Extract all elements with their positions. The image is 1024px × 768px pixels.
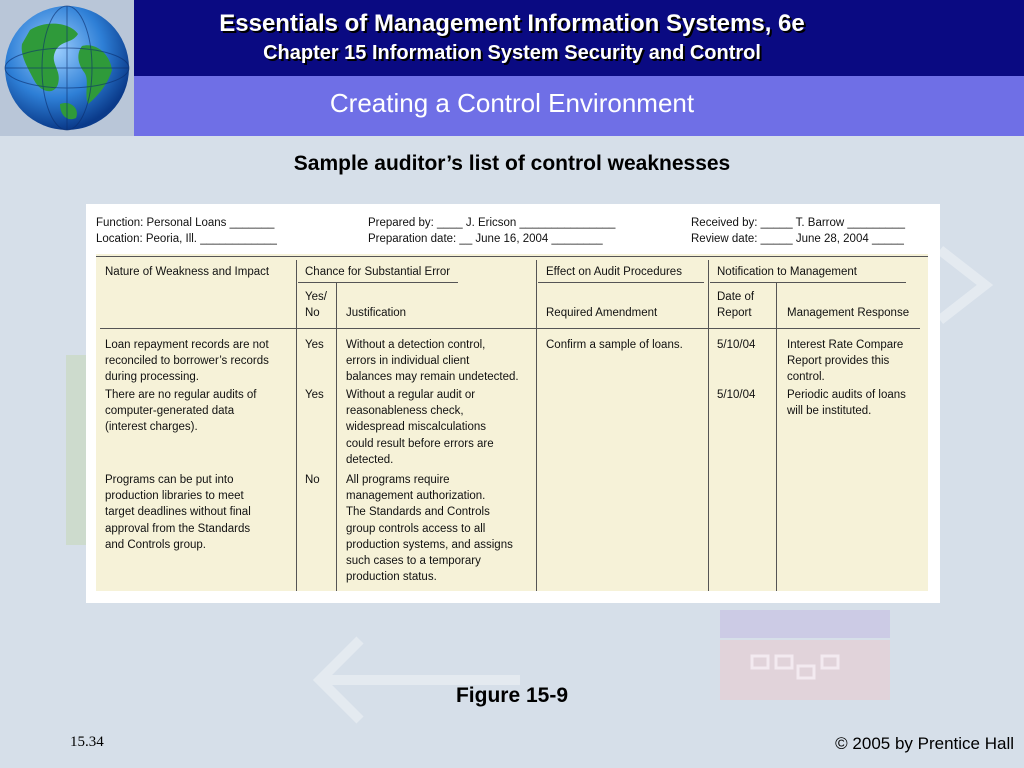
header-management-response: Management Response <box>787 307 910 319</box>
section-title: Creating a Control Environment <box>329 88 695 118</box>
table-top-rule <box>96 256 928 257</box>
row1-date: 5/10/04 <box>717 339 756 351</box>
globe-logo <box>0 0 134 136</box>
location-line: Location: Peoria, Ill. ____________ <box>96 233 277 245</box>
row3-yes-no: No <box>305 474 320 486</box>
group-rule <box>538 282 704 283</box>
chapter-title: Chapter 15 Information System Security and Control <box>263 42 761 64</box>
header-date-of-report: Date of Report <box>717 291 755 319</box>
row1-amendment: Confirm a sample of loans. <box>546 339 683 351</box>
copyright: © 2005 by Prentice Hall <box>835 734 1014 753</box>
header-nature: Nature of Weakness and Impact <box>105 266 270 278</box>
row2-nature: There are no regular audits of computer-generated data (interest charges). <box>105 389 257 434</box>
row1-nature: Loan repayment records are not reconciled to borrower’s records during processing. <box>105 339 269 384</box>
row1-response: Interest Rate Compare Report provides this control. <box>787 339 904 384</box>
header-effect: Effect on Audit Procedures <box>546 266 682 278</box>
function-line: Function: Personal Loans _______ <box>96 217 275 229</box>
audit-table <box>96 254 928 591</box>
col-divider <box>296 260 297 591</box>
col-divider <box>708 260 709 591</box>
header-yes-no: Yes/ No <box>305 291 327 319</box>
header-justification: Justification <box>346 307 407 319</box>
row3-nature: Programs can be put into production libraries to meet target deadlines without final approval from the Standards and Controls group. <box>105 474 251 551</box>
review-date-line: Review date: _____ June 28, 2004 _____ <box>691 233 904 245</box>
row2-response: Periodic audits of loans will be instituted. <box>787 389 906 418</box>
received-by-line: Received by: _____ T. Barrow _________ <box>691 217 905 229</box>
col-divider <box>536 260 537 591</box>
prepared-by-line: Prepared by: ____ J. Ericson _______________ <box>368 217 616 229</box>
header-required-amendment: Required Amendment <box>546 307 658 319</box>
row2-yes-no: Yes <box>305 389 324 401</box>
row1-yes-no: Yes <box>305 339 324 351</box>
header-notification: Notification to Management <box>717 266 857 278</box>
figure-number: Figure 15-9 <box>455 684 569 707</box>
book-title: Essentials of Management Information Systems, 6e <box>219 10 805 37</box>
header-rule <box>100 328 920 329</box>
row1-justification: Without a detection control, errors in individual client balances may remain undetected. <box>346 339 519 384</box>
group-rule <box>298 282 458 283</box>
figure-image <box>86 204 940 603</box>
header-chance: Chance for Substantial Error <box>305 266 451 278</box>
figure-caption: Sample auditor’s list of control weaknesses <box>293 152 731 175</box>
slide-number: 15.34 <box>70 734 104 750</box>
row2-date: 5/10/04 <box>717 389 756 401</box>
preparation-date-line: Preparation date: __ June 16, 2004 ________ <box>368 233 603 245</box>
row2-justification: Without a regular audit or reasonableness check, widespread miscalculations could result before errors are detected. <box>346 389 494 466</box>
group-rule <box>710 282 906 283</box>
row3-justification: All programs require management authorization. The Standards and Controls group controls access to all production systems, and assigns such cases to a temporary production status. <box>346 474 513 584</box>
